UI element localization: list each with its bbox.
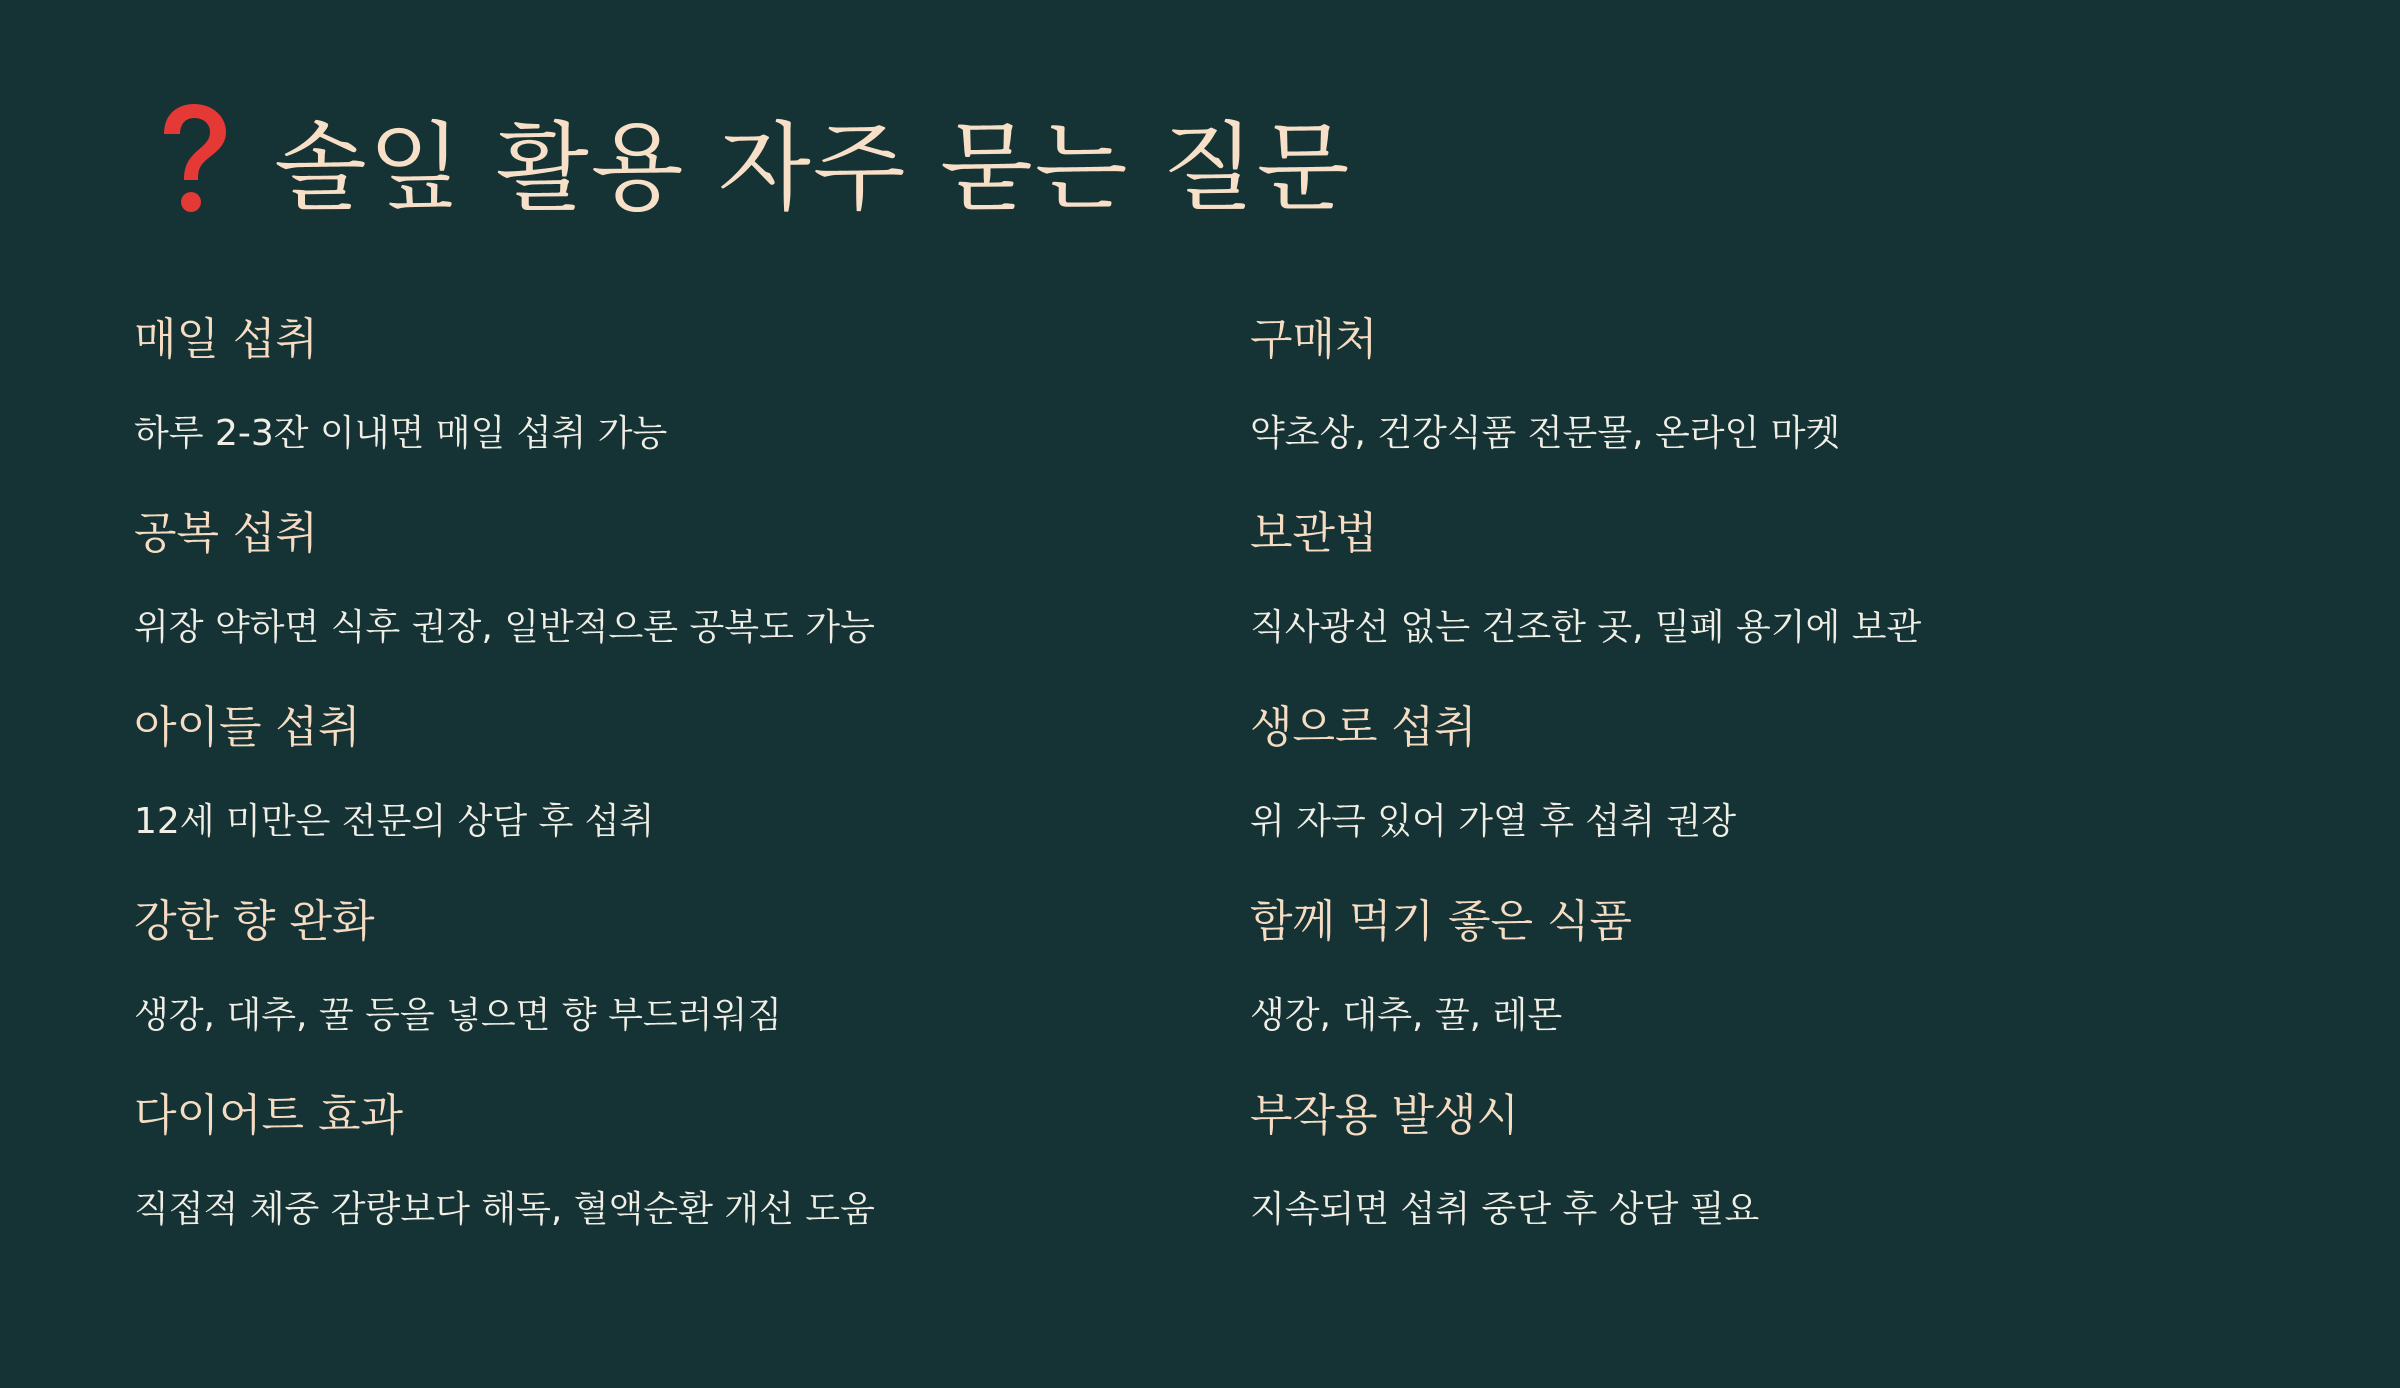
faq-answer: 12세 미만은 전문의 상담 후 섭취: [134, 801, 655, 842]
question-mark-icon: [150, 100, 234, 220]
faq-question: 아이들 섭취: [134, 702, 361, 753]
faq-answer: 생강, 대추, 꿀 등을 넣으면 향 부드러워짐: [134, 995, 782, 1036]
faq-answer: 위장 약하면 식후 권장, 일반적으론 공복도 가능: [134, 607, 875, 648]
faq-question: 강한 향 완화: [134, 896, 375, 947]
faq-item: [1250, 882, 2250, 1076]
faq-question: 생으로 섭취: [1250, 702, 1477, 753]
faq-item: [134, 300, 1134, 494]
faq-answer: 직접적 체중 감량보다 해독, 혈액순환 개선 도움: [134, 1189, 875, 1230]
faq-answer: 하루 2-3잔 이내면 매일 섭취 가능: [134, 413, 668, 454]
header: [150, 90, 1351, 230]
faq-column-left: [134, 300, 1134, 1270]
faq-question: 매일 섭취: [134, 314, 319, 365]
faq-answer: 약초상, 건강식품 전문몰, 온라인 마켓: [1250, 413, 1841, 454]
faq-question: 다이어트 효과: [134, 1090, 404, 1141]
faq-item: [134, 688, 1134, 882]
faq-column-right: [1250, 300, 2250, 1270]
faq-item: [1250, 494, 2250, 688]
faq-question: 함께 먹기 좋은 식품: [1250, 896, 1632, 947]
faq-question: 구매처: [1250, 314, 1378, 365]
faq-question: 보관법: [1250, 508, 1378, 559]
faq-item: [134, 882, 1134, 1076]
faq-item: [134, 494, 1134, 688]
faq-answer: 직사광선 없는 건조한 곳, 밀폐 용기에 보관: [1250, 607, 1922, 648]
faq-answer: 위 자극 있어 가열 후 섭취 권장: [1250, 801, 1736, 842]
faq-answer: 지속되면 섭취 중단 후 상담 필요: [1250, 1189, 1760, 1230]
faq-question: 부작용 발생시: [1250, 1090, 1520, 1141]
faq-question: 공복 섭취: [134, 508, 319, 559]
page-title: 솔잎 활용 자주 묻는 질문: [274, 111, 1352, 224]
faq-item: [1250, 300, 2250, 494]
faq-answer: 생강, 대추, 꿀, 레몬: [1250, 995, 1563, 1036]
faq-item: [1250, 688, 2250, 882]
faq-item: [134, 1076, 1134, 1270]
faq-item: [1250, 1076, 2250, 1270]
